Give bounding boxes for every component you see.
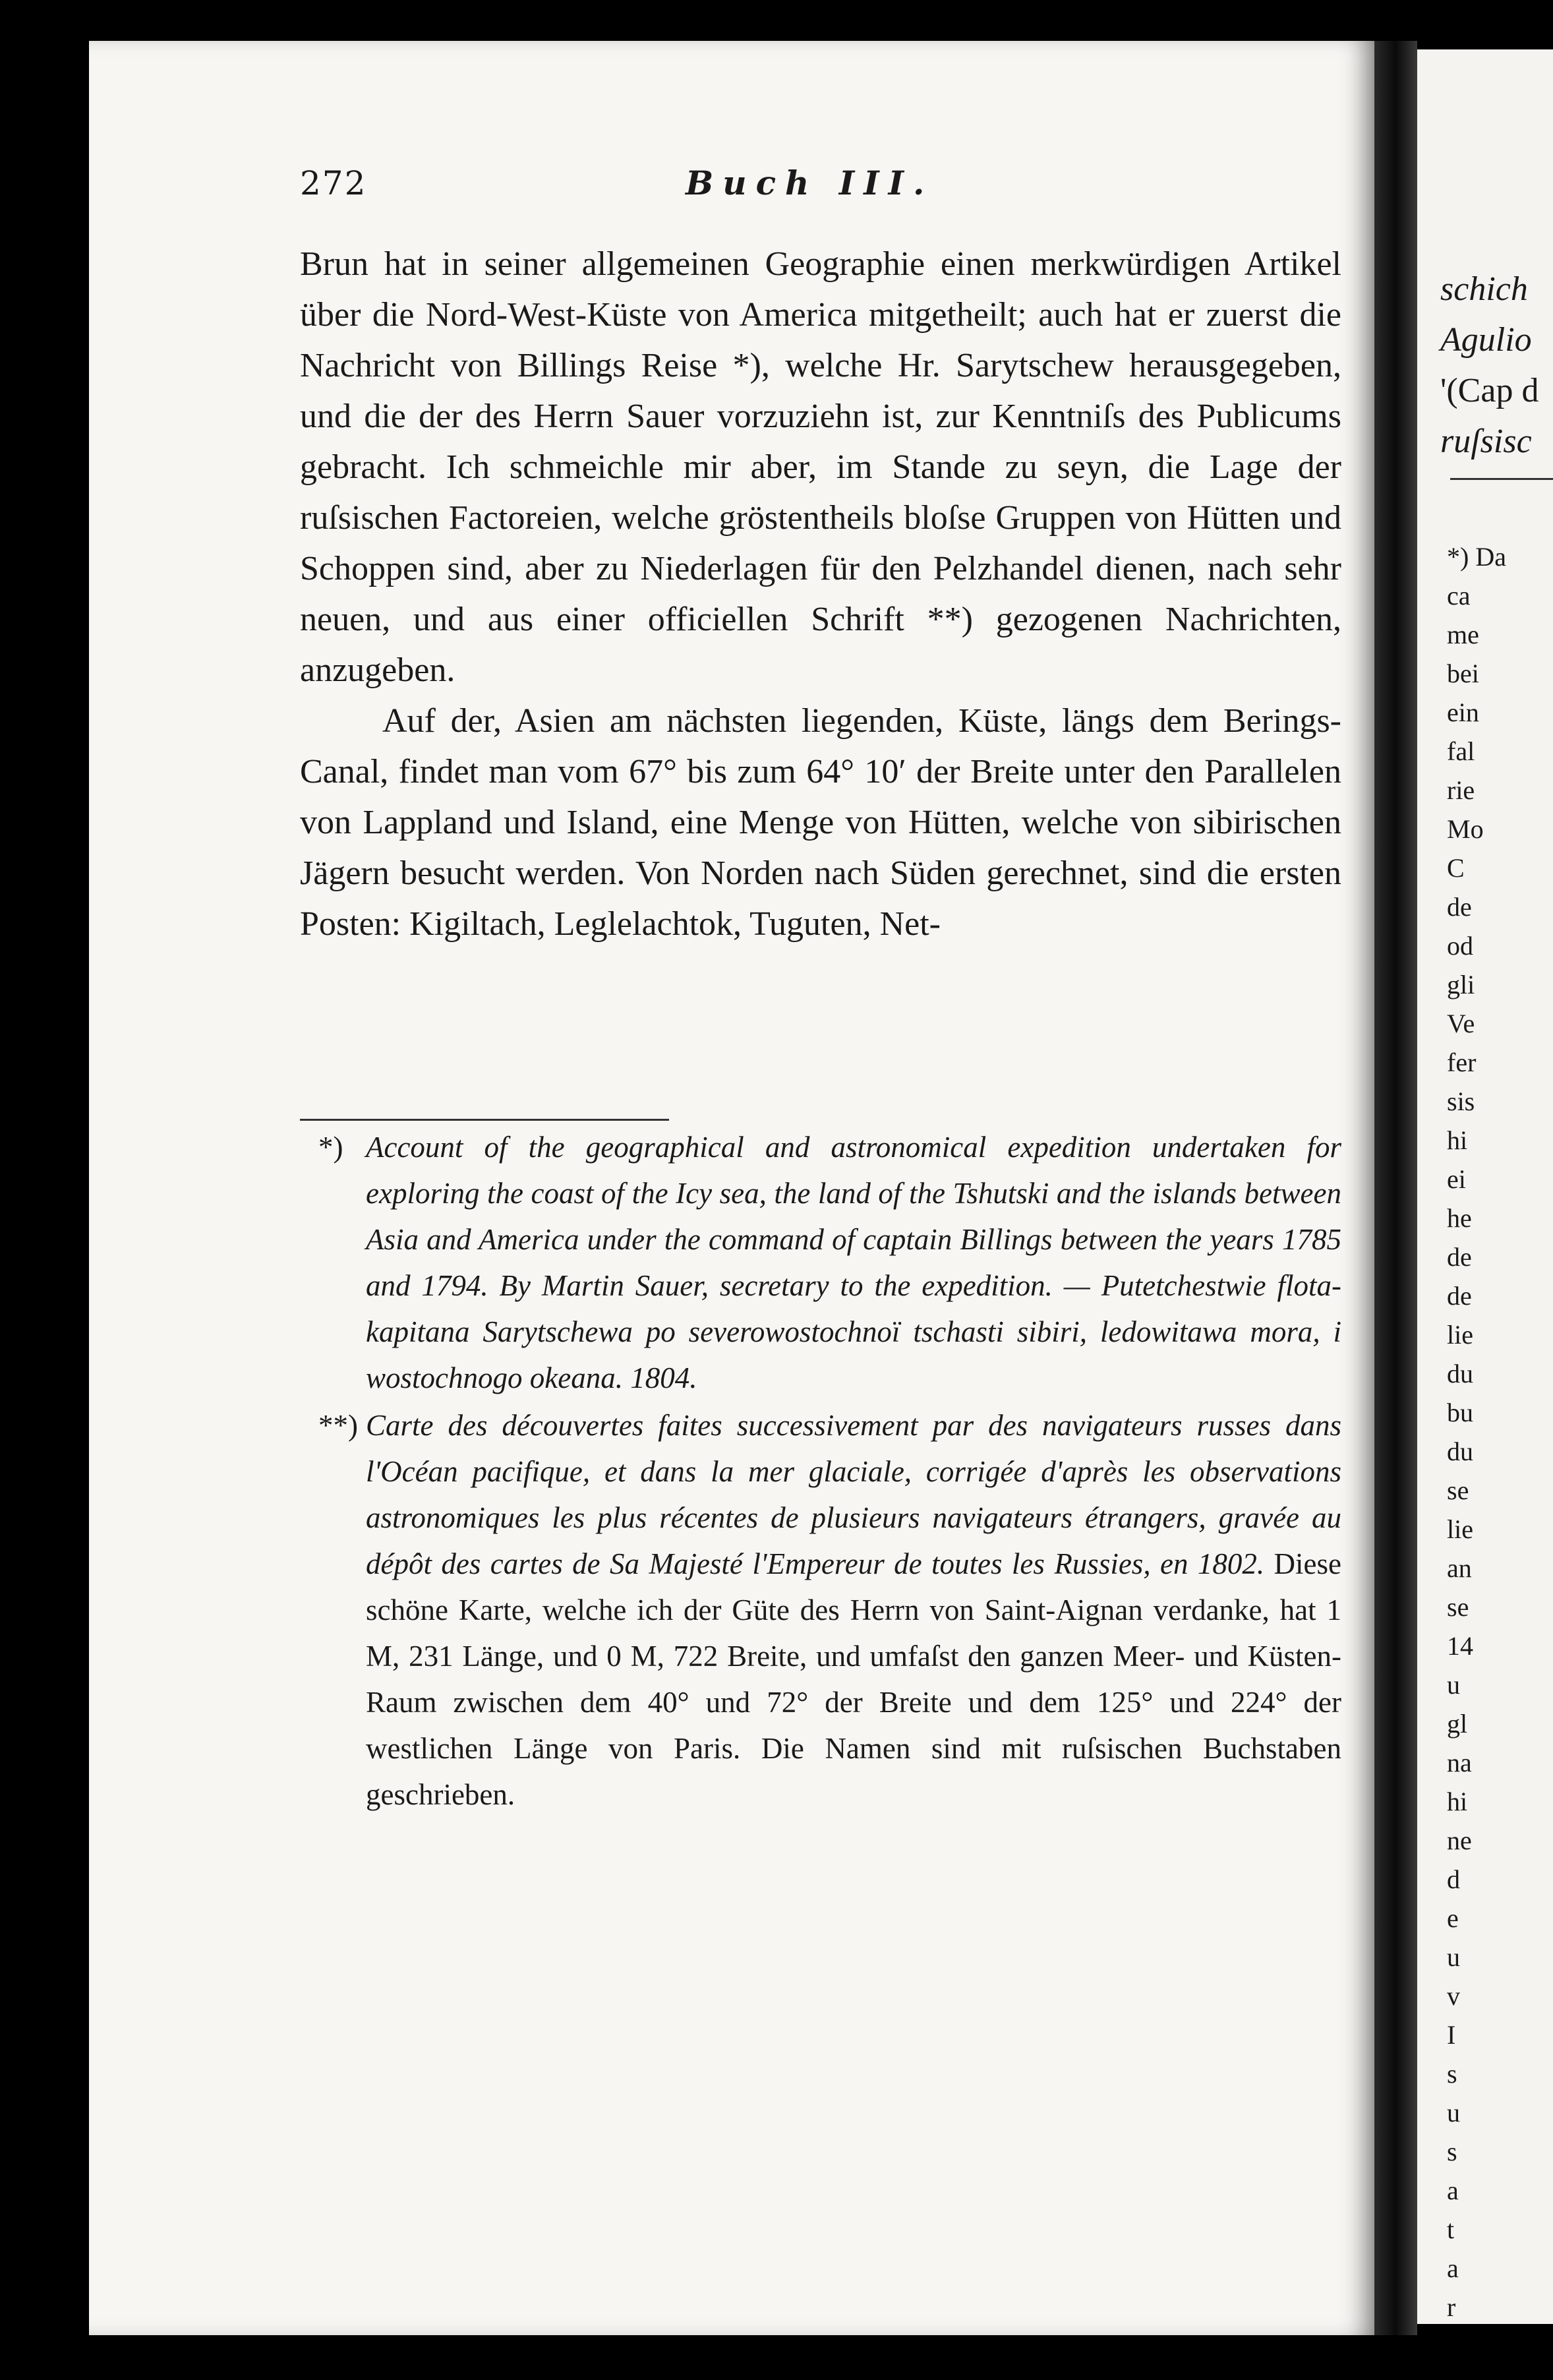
facing-page [1417, 49, 1553, 2324]
facing-note-line: he [1447, 1203, 1472, 1233]
facing-note-line: gl [1447, 1709, 1468, 1739]
facing-note-line: od [1447, 931, 1473, 961]
paragraph-1: Brun hat in seiner allgemeinen Geographie einen merkwürdigen Artikel über die Nord-West-Küste von America mitgetheilt; auch hat er zuerst die Nachricht von Billings Reise *), welche Hr. Sarytschew herausgegeben, und die der des Herrn Sauer vorzuziehn ist, zur Kenntniſs des Publicums gebracht. Ich schmeichle mir aber, im Stande zu seyn, die Lage der ruſsischen Factoreien, welche gröstentheils bloſse Gruppen von Hütten und Schoppen sind, aber zu Niederlagen für den Pelzhandel dienen, nach sehr neuen, und aus einer officiellen Schrift **) gezogenen Nachrichten, anzugeben. [300, 245, 1341, 689]
facing-note-line: lie [1447, 1514, 1473, 1544]
facing-note-line: 14 [1447, 1631, 1473, 1661]
facing-note-mark: *) Da [1447, 542, 1506, 572]
facing-note-line: ca [1447, 581, 1471, 610]
facing-note-line: du [1447, 1437, 1473, 1466]
footnote-text-roman: Diese schöne Karte, welche ich der Güte des Herrn von Saint-Aignan verdanke, hat 1 M, 231 Länge, und 0 M, 722 Breite, und umfaſst den ganzen Meer- und Küsten-Raum zwischen dem 40° und 72° der Breite und dem 125° und 224° der westlichen Länge von Paris. Die Namen sind mit ruſsischen Buchstaben geschrieben. [366, 1547, 1342, 1811]
facing-note-line: bei [1447, 659, 1479, 688]
facing-note-line: Ve [1447, 1009, 1475, 1038]
facing-line: ruſsisc [1440, 423, 1532, 460]
book-gutter [1374, 41, 1417, 2335]
facing-note-line: hi [1447, 1125, 1468, 1155]
facing-note-line: de [1447, 1242, 1472, 1272]
page-header [300, 157, 1355, 210]
footnotes [300, 1124, 1341, 1819]
facing-note-line: de [1447, 1281, 1472, 1311]
facing-note-line: rie [1447, 775, 1475, 805]
facing-note-line: ne [1447, 1826, 1472, 1855]
facing-note-line: s [1447, 2137, 1457, 2166]
facing-note-line: an [1447, 1553, 1472, 1583]
facing-line: schich [1440, 270, 1528, 308]
facing-note-line: v [1447, 1981, 1460, 2011]
facing-note-line: lie [1447, 1320, 1473, 1350]
facing-note-line: fal [1447, 736, 1475, 766]
facing-note-line: C [1447, 853, 1465, 883]
facing-note-line: sis [1447, 1086, 1475, 1116]
main-text [300, 239, 1341, 949]
facing-note-line: a [1447, 2253, 1459, 2283]
facing-note-line: se [1447, 1475, 1469, 1505]
facing-note-line: a [1447, 2176, 1459, 2205]
facing-note-line: de [1447, 892, 1472, 922]
facing-note-line: fer [1447, 1048, 1477, 1077]
facing-note-line: na [1447, 1748, 1472, 1777]
facing-note-line: u [1447, 1670, 1460, 1700]
facing-note-line: ei [1447, 1164, 1466, 1194]
facing-note-line: t [1447, 2215, 1455, 2244]
facing-note-line: d [1447, 1864, 1460, 1894]
footnote-rule [300, 1119, 669, 1121]
facing-note-line: u [1447, 1942, 1460, 1972]
facing-note-line: du [1447, 1359, 1473, 1388]
facing-note-line: gli [1447, 970, 1475, 999]
facing-note-line: me [1447, 620, 1479, 649]
facing-note-line: e [1447, 1903, 1459, 1933]
facing-footnote-rule [1450, 478, 1553, 480]
facing-note-line: r [1447, 2292, 1456, 2322]
facing-page-notes [1447, 537, 1553, 2324]
running-head: Buch III. [686, 164, 934, 202]
footnote-2 [300, 1402, 1341, 1818]
facing-line: '(Cap d [1440, 372, 1539, 409]
footnote-mark: *) [318, 1131, 343, 1164]
paragraph-2: Auf der, Asien am nächsten liegenden, Küste, längs dem Berings-Canal, findet man vom 67° bis zum 64° 10′ der Breite unter den Parallelen von Lappland und Island, eine Menge von Hütten, welche von sibirischen Jägern besucht werden. Von Norden nach Süden gerechnet, sind die ersten Posten: Kigiltach, Leglelachtok, Tuguten, Net- [300, 702, 1341, 943]
facing-page-text [1440, 264, 1553, 467]
facing-note-line: bu [1447, 1398, 1473, 1427]
facing-note-line: hi [1447, 1787, 1468, 1816]
facing-note-line: I [1447, 2020, 1456, 2050]
footnote-mark: **) [318, 1409, 358, 1442]
facing-line: Agulio [1440, 321, 1532, 359]
facing-note-line: u [1447, 2098, 1460, 2127]
facing-note-line: Mo [1447, 814, 1484, 844]
footnote-text: Carte des découvertes faites successivement par des navigateurs russes dans l'Océan pacifique, et dans la mer glaciale, corrigée d'après les observations astronomiques les plus récentes de plusieurs navigateurs étrangers, gravée au dépôt des cartes de Sa Majesté l'Empereur de toutes les Russies, en 1802. [366, 1409, 1341, 1580]
footnote-1 [300, 1124, 1341, 1401]
footnote-text: Account of the geographical and astronomical expedition undertaken for exploring the coast of the Icy sea, the land of the Tshutski and the islands between Asia and America under the command of captain Billings between the years 1785 and 1794. By Martin Sauer, secretary to the expedition. — Putetchestwie flota-kapitana Sarytschewa po severowostochnoï tschasti sibiri, ledowitawa mora, i wostochnogo okeana. 1804. [366, 1131, 1341, 1394]
page-number: 272 [300, 164, 367, 202]
facing-note-line: se [1447, 1592, 1469, 1622]
facing-note-line: s [1447, 2059, 1457, 2089]
facing-note-line: ein [1447, 698, 1479, 727]
